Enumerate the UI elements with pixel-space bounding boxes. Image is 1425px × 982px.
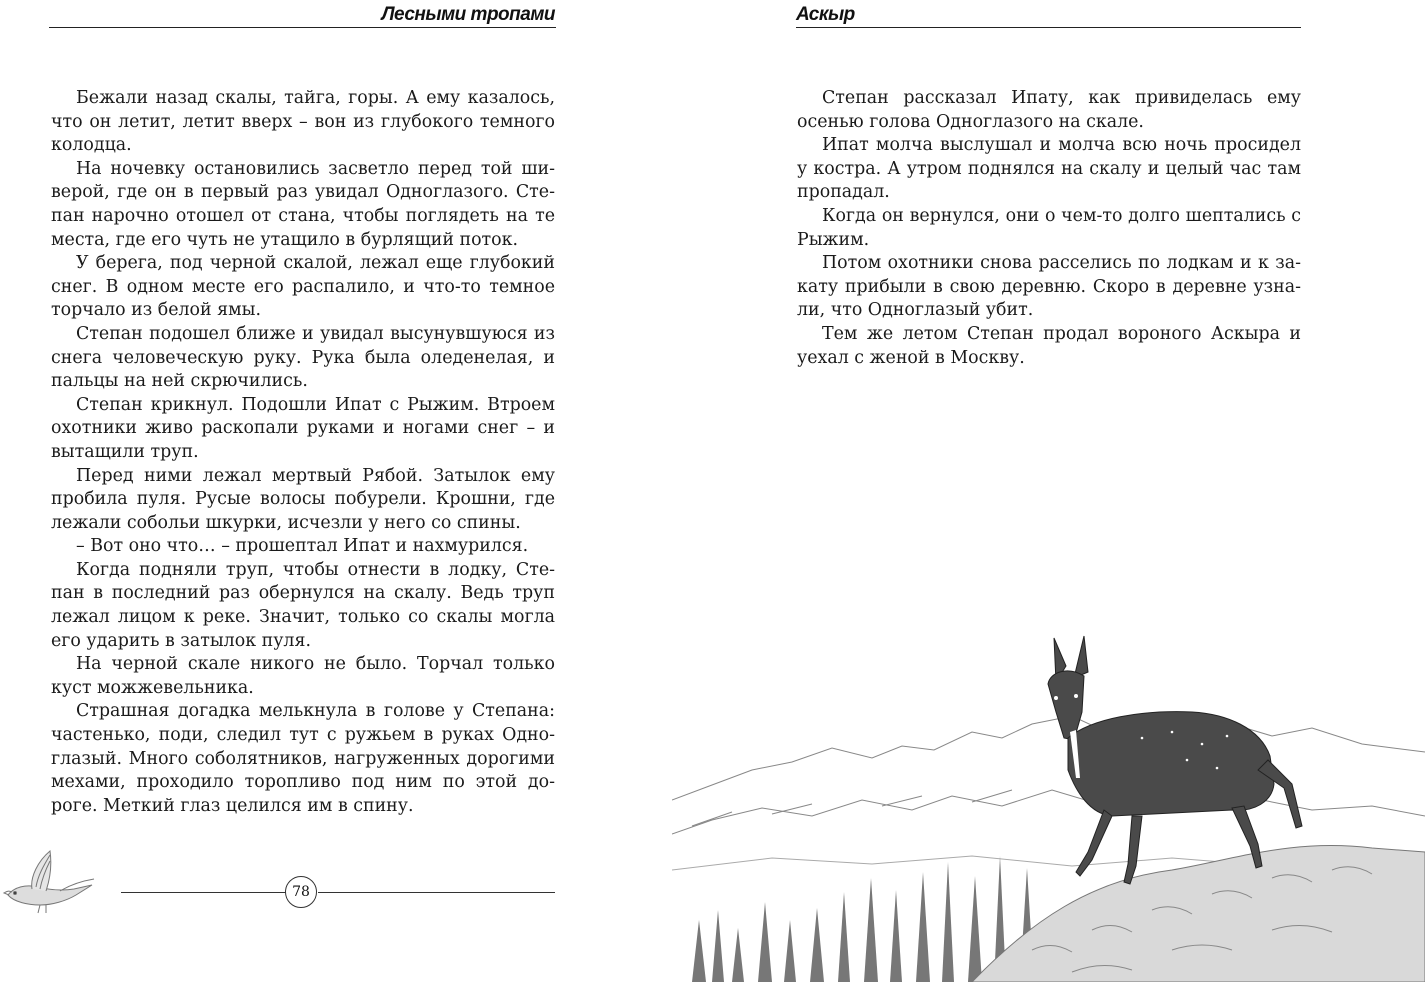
- bird-icon: [0, 835, 100, 935]
- header-rule: [796, 27, 1301, 28]
- musk-deer-icon: [672, 620, 1425, 982]
- footer-rule-right: [318, 892, 555, 893]
- header-rule: [49, 27, 556, 28]
- running-head: Аскыр: [796, 4, 855, 25]
- paragraph: Потом охотники снова расселись по лодкам и к закату прибыли в свою деревню. Скоро в деревне узнали, что Одноглазый убит.: [797, 253, 1301, 321]
- paragraph: Бежали назад скалы, тайга, горы. А ему казалось, что он летит, летит вверх – вон из глубокого темного колодца.: [51, 88, 555, 156]
- paragraph: Страшная догадка мелькнула в голове у Степана: частенько, поди, следил тут с ружьем в руках Одноглазый. Много соболятников, нагруженных дорогими мехами, проходило торопливо под ним по этой дороге. Меткий глаз целился им в спину.: [51, 701, 555, 816]
- body-text: [51, 87, 555, 818]
- paragraph: Когда он вернулся, они о чем-то долго шептались с Рыжим.: [797, 205, 1301, 250]
- paragraph: Степан крикнул. Подошли Ипат с Рыжим. Втроем охотники живо раскопали руками и ногами снег – и вытащили труп.: [51, 394, 555, 462]
- body-text: [797, 87, 1301, 370]
- running-head: Лесными тропами: [381, 4, 555, 25]
- paragraph: Перед ними лежал мертвый Рябой. Затылок ему пробила пуля. Русые волосы побурели. Крошни, где лежали собольи шкурки, исчезли у него со спины.: [51, 465, 555, 533]
- paragraph: Когда подняли труп, чтобы отнести в лодку, Степан в последний раз обернулся на скалу. Ведь труп лежал лицом к реке. Значит, только со скалы могла его ударить в затылок пуля.: [51, 559, 555, 651]
- left-page: [0, 0, 712, 982]
- page-number: 78: [285, 876, 317, 908]
- right-page: [712, 0, 1425, 982]
- paragraph: Степан подошел ближе и увидал высунувшуюся из снега человеческую руку. Рука была оледенелая, и пальцы на ней скрючились.: [51, 323, 555, 392]
- paragraph: У берега, под черной скалой, лежал еще глубокий снег. В одном месте его распалило, и что-то темное торчало из белой ямы.: [51, 253, 555, 321]
- paragraph: На черной скале никого не было. Торчал только куст можжевельника.: [51, 654, 555, 698]
- paragraph: – Вот оно что… – прошептал Ипат и нахмурился.: [76, 536, 529, 557]
- paragraph: На ночевку остановились засветло перед той шиверой, где он в первый раз увидал Одноглазого. Степан нарочно отошел от стана, чтобы поглядеть на те места, где его чуть не утащило в бурлящий поток.: [51, 158, 555, 250]
- paragraph: Степан рассказал Ипату, как привиделась ему осенью голова Одноглазого на скале.: [797, 88, 1301, 132]
- paragraph: Ипат молча выслушал и молча всю ночь просидел у костра. А утром поднялся на скалу и целый час там пропадал.: [797, 135, 1301, 203]
- paragraph: Тем же летом Степан продал вороного Аскыра и уехал с женой в Москву.: [797, 323, 1301, 368]
- footer-rule-left: [121, 892, 286, 893]
